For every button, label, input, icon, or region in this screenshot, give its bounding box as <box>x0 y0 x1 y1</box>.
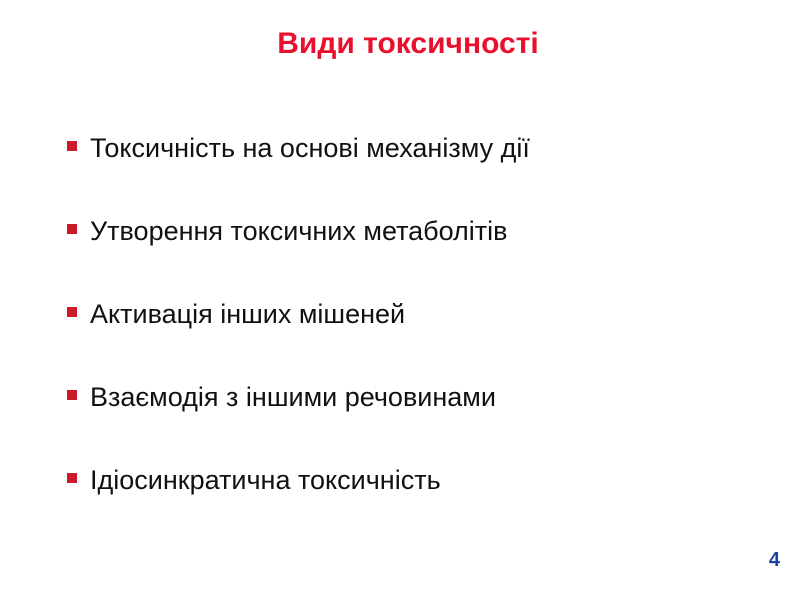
slide-title: Види токсичності <box>277 27 539 60</box>
square-bullet-icon <box>67 141 77 151</box>
slide-number: 4 <box>768 549 780 571</box>
square-bullet-icon <box>67 224 77 234</box>
bullet-text: Ідіосинкратична токсичність <box>90 465 441 495</box>
square-bullet-icon <box>67 390 77 400</box>
bullet-text: Утворення токсичних метаболітів <box>90 216 508 246</box>
bullet-text: Активація інших мішеней <box>90 299 406 329</box>
square-bullet-icon <box>67 473 77 483</box>
bullet-text: Токсичність на основі механізму дії <box>90 133 530 163</box>
square-bullet-icon <box>67 307 77 317</box>
bullet-text: Взаємодія з іншими речовинами <box>90 382 496 412</box>
